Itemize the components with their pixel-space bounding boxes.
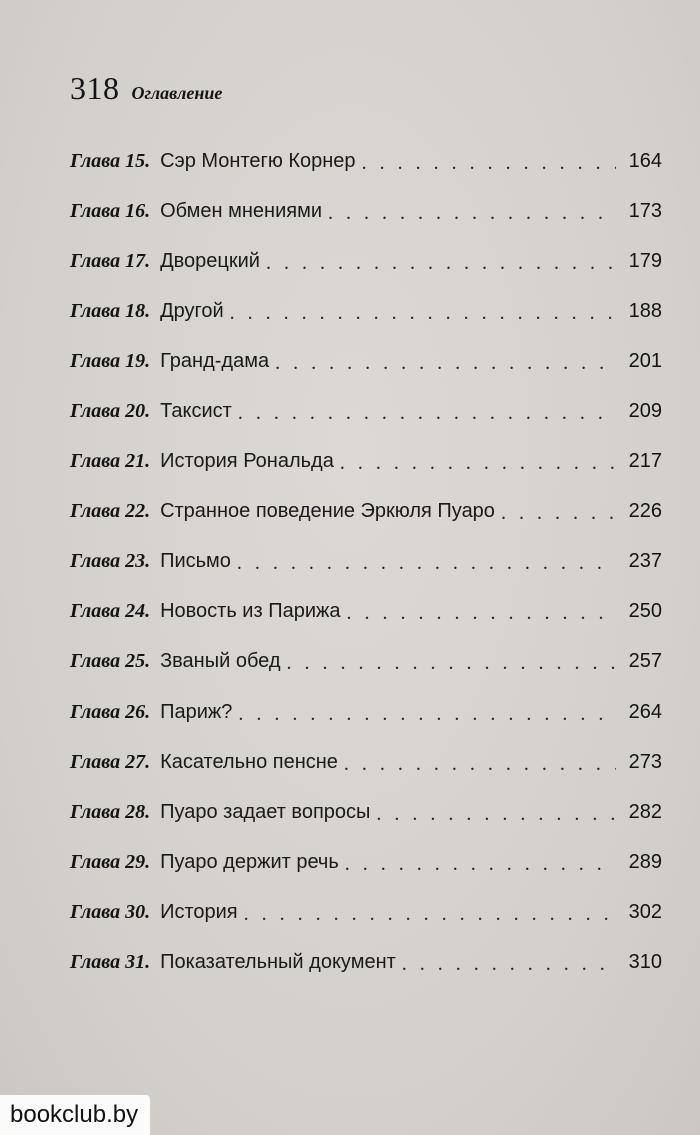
- dot-leader: [402, 953, 616, 976]
- chapter-title: Касательно пенсне: [160, 750, 338, 773]
- table-of-contents: [70, 136, 662, 988]
- toc-entry: [70, 336, 662, 386]
- page-number: 318: [70, 70, 120, 106]
- page-header: [70, 70, 222, 110]
- page-reference: 250: [628, 600, 662, 623]
- chapter-title: История: [160, 900, 238, 923]
- page-reference: 173: [628, 199, 662, 222]
- dot-leader: [347, 602, 617, 625]
- chapter-title: Странное поведение Эркюля Пуаро: [160, 500, 495, 523]
- dot-leader: [376, 803, 616, 826]
- chapter-label: Глава 30.: [70, 900, 151, 923]
- toc-entry: [70, 186, 662, 236]
- page-reference: 264: [628, 700, 662, 723]
- dot-leader: [230, 302, 616, 325]
- page-reference: 302: [628, 900, 662, 923]
- chapter-title: Званый обед: [160, 650, 281, 673]
- page-reference: 237: [628, 550, 662, 573]
- chapter-label: Глава 22.: [70, 500, 151, 523]
- toc-entry: [70, 437, 662, 487]
- page-reference: 282: [628, 800, 662, 823]
- toc-entry: [70, 286, 662, 336]
- toc-entry: [70, 787, 662, 837]
- toc-entry: [70, 887, 662, 937]
- chapter-title: История Рональда: [160, 450, 334, 473]
- toc-entry: [70, 236, 662, 286]
- toc-entry: [70, 938, 662, 988]
- chapter-label: Глава 31.: [70, 951, 151, 974]
- page-reference: 209: [628, 400, 662, 423]
- page-reference: 257: [628, 650, 662, 673]
- chapter-label: Глава 19.: [70, 349, 151, 372]
- chapter-label: Глава 25.: [70, 650, 151, 673]
- chapter-title: Париж?: [160, 700, 233, 723]
- chapter-label: Глава 24.: [70, 600, 151, 623]
- chapter-title: Новость из Парижа: [160, 600, 341, 623]
- chapter-label: Глава 17.: [70, 249, 151, 272]
- chapter-title: Гранд-дама: [160, 349, 270, 372]
- chapter-title: Пуаро задает вопросы: [160, 800, 371, 823]
- dot-leader: [340, 452, 616, 475]
- page-reference: 273: [628, 750, 662, 773]
- chapter-label: Глава 26.: [70, 700, 151, 723]
- page-reference: 289: [628, 850, 662, 873]
- dot-leader: [501, 502, 616, 525]
- chapter-title: Обмен мнениями: [160, 199, 323, 222]
- dot-leader: [238, 402, 616, 425]
- toc-entry: [70, 737, 662, 787]
- chapter-label: Глава 18.: [70, 299, 151, 322]
- page-reference: 217: [628, 450, 662, 473]
- dot-leader: [362, 152, 616, 175]
- page-reference: 201: [628, 349, 662, 372]
- toc-entry: [70, 136, 662, 186]
- chapter-label: Глава 27.: [70, 750, 151, 773]
- chapter-title: Дворецкий: [160, 249, 260, 272]
- chapter-title: Показательный документ: [160, 951, 396, 974]
- chapter-title: Письмо: [160, 550, 231, 573]
- chapter-label: Глава 16.: [70, 199, 151, 222]
- dot-leader: [328, 202, 616, 225]
- chapter-title: Другой: [160, 299, 224, 322]
- chapter-label: Глава 21.: [70, 450, 151, 473]
- dot-leader: [287, 652, 616, 675]
- toc-entry: [70, 587, 662, 637]
- dot-leader: [275, 352, 616, 375]
- toc-entry: [70, 386, 662, 436]
- chapter-title: Сэр Монтегю Корнер: [160, 149, 356, 172]
- dot-leader: [266, 252, 616, 275]
- chapter-label: Глава 20.: [70, 400, 151, 423]
- page-reference: 179: [628, 249, 662, 272]
- page-reference: 226: [628, 500, 662, 523]
- chapter-label: Глава 29.: [70, 850, 151, 873]
- section-title: Оглавление: [131, 83, 223, 103]
- dot-leader: [244, 903, 616, 926]
- dot-leader: [344, 753, 616, 776]
- chapter-label: Глава 23.: [70, 550, 151, 573]
- dot-leader: [345, 853, 616, 876]
- toc-entry: [70, 687, 662, 737]
- page-reference: 188: [628, 299, 662, 322]
- toc-entry: [70, 637, 662, 687]
- chapter-label: Глава 15.: [70, 149, 151, 172]
- chapter-title: Таксист: [160, 400, 232, 423]
- dot-leader: [237, 552, 616, 575]
- toc-entry: [70, 837, 662, 887]
- toc-entry: [70, 487, 662, 537]
- watermark: bookclub.by: [0, 1095, 150, 1135]
- page-reference: 164: [628, 149, 662, 172]
- dot-leader: [238, 703, 616, 726]
- chapter-title: Пуаро держит речь: [160, 850, 339, 873]
- chapter-label: Глава 28.: [70, 800, 151, 823]
- page-reference: 310: [628, 951, 662, 974]
- toc-entry: [70, 537, 662, 587]
